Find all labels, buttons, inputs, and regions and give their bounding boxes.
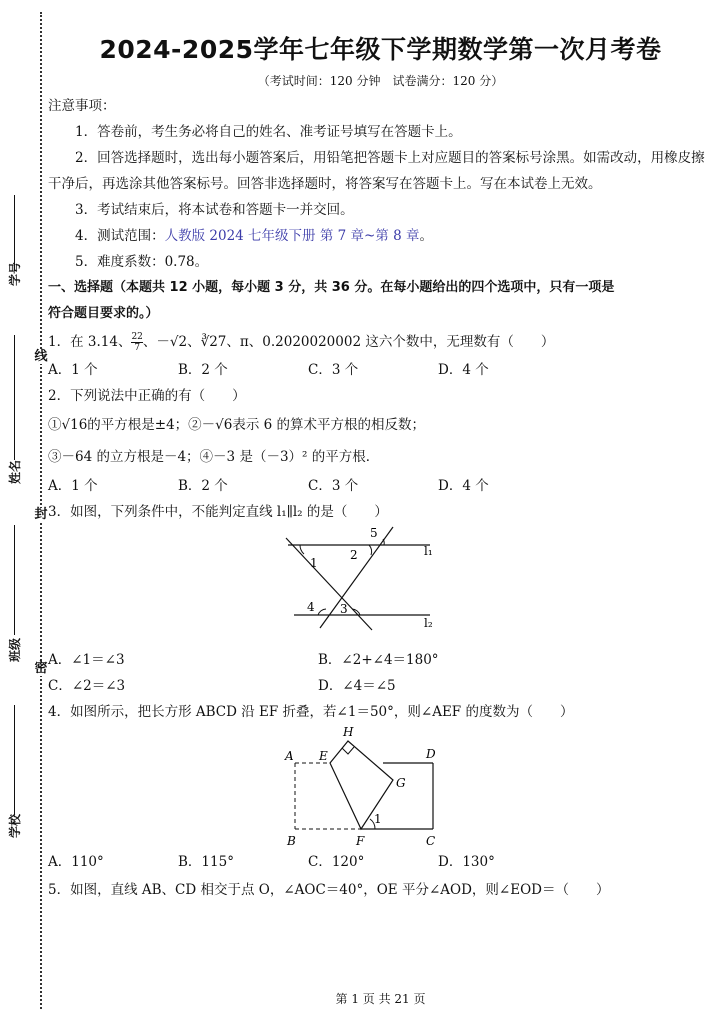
q4-label-d: D [426,747,436,761]
q3-label-3: 3 [340,602,348,616]
q3-label-l1: l₁ [424,544,433,558]
cut-mark-secret: 密 [34,661,48,676]
q3-label-4: 4 [307,600,315,614]
cut-mark-seal: 封 [34,507,48,522]
q1-cbrt: ∛27 [200,334,227,350]
q2-option-d[interactable]: D．4 个 [438,478,489,494]
note-2: 2．回答选择题时，选出每小题答案后，用铅笔把答题卡上对应题目的答案标号涂黑。如需改动，用橡皮擦干净后，再选涂其他答案标号。回答非选择题时，将答案写在答题卡上。写在本试卷上无效。 [48,150,705,192]
q1-mid2: 、π、0.2020020002 这六个数中，无理数有（ ） [226,334,555,350]
q2-statement-1: ①√16的平方根是±4；②－√6表示 6 的算术平方根的相反数； [48,417,426,433]
q2-statement-2: ③－64 的立方根是－4；④－3 是（－3）² 的平方根． [48,449,380,465]
q4-label-g: G [396,776,406,790]
q3-options-row2 [48,673,713,699]
q1-option-a[interactable]: A．1 个 [48,362,98,378]
name-label: 姓名 [8,459,22,484]
name-underline [14,335,15,460]
note-1: 1．答卷前，考生务必将自己的姓名、准考证号填写在答题卡上。 [75,124,462,140]
q3-angle-1-arc [300,545,304,554]
q4-label-a: A [285,749,294,763]
q2-option-c[interactable]: C．3 个 [308,478,359,494]
q3-angle-2-arc [369,545,372,555]
q4-options [48,849,713,875]
note-5: 5．难度系数：0.78。 [75,254,209,270]
q1-option-d[interactable]: D．4 个 [438,362,489,378]
q4-right-angle-mark [342,747,354,754]
q4-label-f: F [356,834,365,848]
q4-figure-svg [48,725,713,849]
q4-option-b[interactable]: B．115° [178,854,234,870]
q1-mid1: 、－√2、 [142,334,201,350]
q4-option-c[interactable]: C．120° [308,854,365,870]
q1-frac-den: 7 [134,343,141,353]
student-id-underline [14,195,15,270]
class-underline [14,525,15,635]
exam-subtitle: （考试时间：120 分钟 试卷满分：120 分） [257,74,504,88]
q4-label-c: C [426,834,436,848]
q1-option-b[interactable]: B．2 个 [178,362,228,378]
page-footer: 第 1 页 共 21 页 [335,992,426,1006]
q4-label-e: E [319,749,328,763]
note-4 [48,223,713,249]
q3-option-d[interactable]: D．∠4＝∠5 [318,678,396,694]
class-label: 班级 [8,637,22,662]
exam-title: 2024-2025学年七年级下学期数学第一次月考卷 [99,35,662,64]
cut-mark-line: 线 [34,349,48,364]
q2-options [48,473,713,499]
q1-stem [48,327,713,357]
q3-angle-5-arc [383,539,384,545]
q5-stem: 5．如图，直线 AB、CD 相交于点 O，∠AOC＝40°，OE 平分∠AOD，则∠EOD＝（ ） [48,882,610,898]
notes-heading: 注意事项： [48,98,116,114]
section1-heading-line2: 符合题目要求的。） [48,306,159,321]
q1-option-c[interactable]: C．3 个 [308,362,359,378]
q4-label-1: 1 [374,812,382,826]
student-id-label: 学号 [8,261,22,286]
q3-label-5: 5 [370,526,378,540]
q1-fraction [131,332,142,353]
q3-figure-svg [48,525,713,647]
q4-figure [48,725,713,849]
q2-option-a[interactable]: A．1 个 [48,478,98,494]
q4-label-h: H [343,725,354,739]
q3-option-b[interactable]: B．∠2+∠4＝180° [318,652,439,668]
q4-folded-shape [330,741,393,829]
exam-page [48,0,713,905]
binding-margin [0,0,48,1023]
note-4-end: 。 [419,228,433,244]
q1-frac-num: 22 [131,332,143,342]
q4-label-b: B [287,834,296,848]
q4-option-d[interactable]: D．130° [438,854,495,870]
q4-stem: 4．如图所示，把长方形 ABCD 沿 EF 折叠，若∠1＝50°，则∠AEF 的度数为（ ） [48,704,574,720]
q3-option-a[interactable]: A．∠1＝∠3 [48,652,125,668]
q3-options-row1 [48,647,713,673]
test-scope: 人教版 2024 七年级下册 第 7 章~第 8 章 [164,228,420,244]
q4-option-a[interactable]: A．110° [48,854,104,870]
q3-figure [48,525,713,647]
q3-label-l2: l₂ [424,616,433,630]
q1-options [48,357,713,383]
q3-label-2: 2 [350,548,358,562]
q2-option-b[interactable]: B．2 个 [178,478,228,494]
q3-angle-4-arc [318,609,326,615]
note-4-label: 4．测试范围： [75,228,165,244]
q1-prefix: 1．在 3.14、 [48,334,132,350]
q3-label-1: 1 [310,556,318,570]
q3-stem: 3．如图，下列条件中，不能判定直线 l₁∥l₂ 的是（ ） [48,504,388,520]
q2-stem: 2．下列说法中正确的有（ ） [48,388,246,404]
section1-heading-line1: 一、选择题（本题共 12 小题，每小题 3 分，共 36 分。在每小题给出的四个选项中，只有一项是 [48,280,615,295]
school-underline [14,705,15,815]
school-label: 学校 [8,813,22,838]
q3-option-c[interactable]: C．∠2＝∠3 [48,678,126,694]
note-3: 3．考试结束后，将本试卷和答题卡一并交回。 [75,202,354,218]
